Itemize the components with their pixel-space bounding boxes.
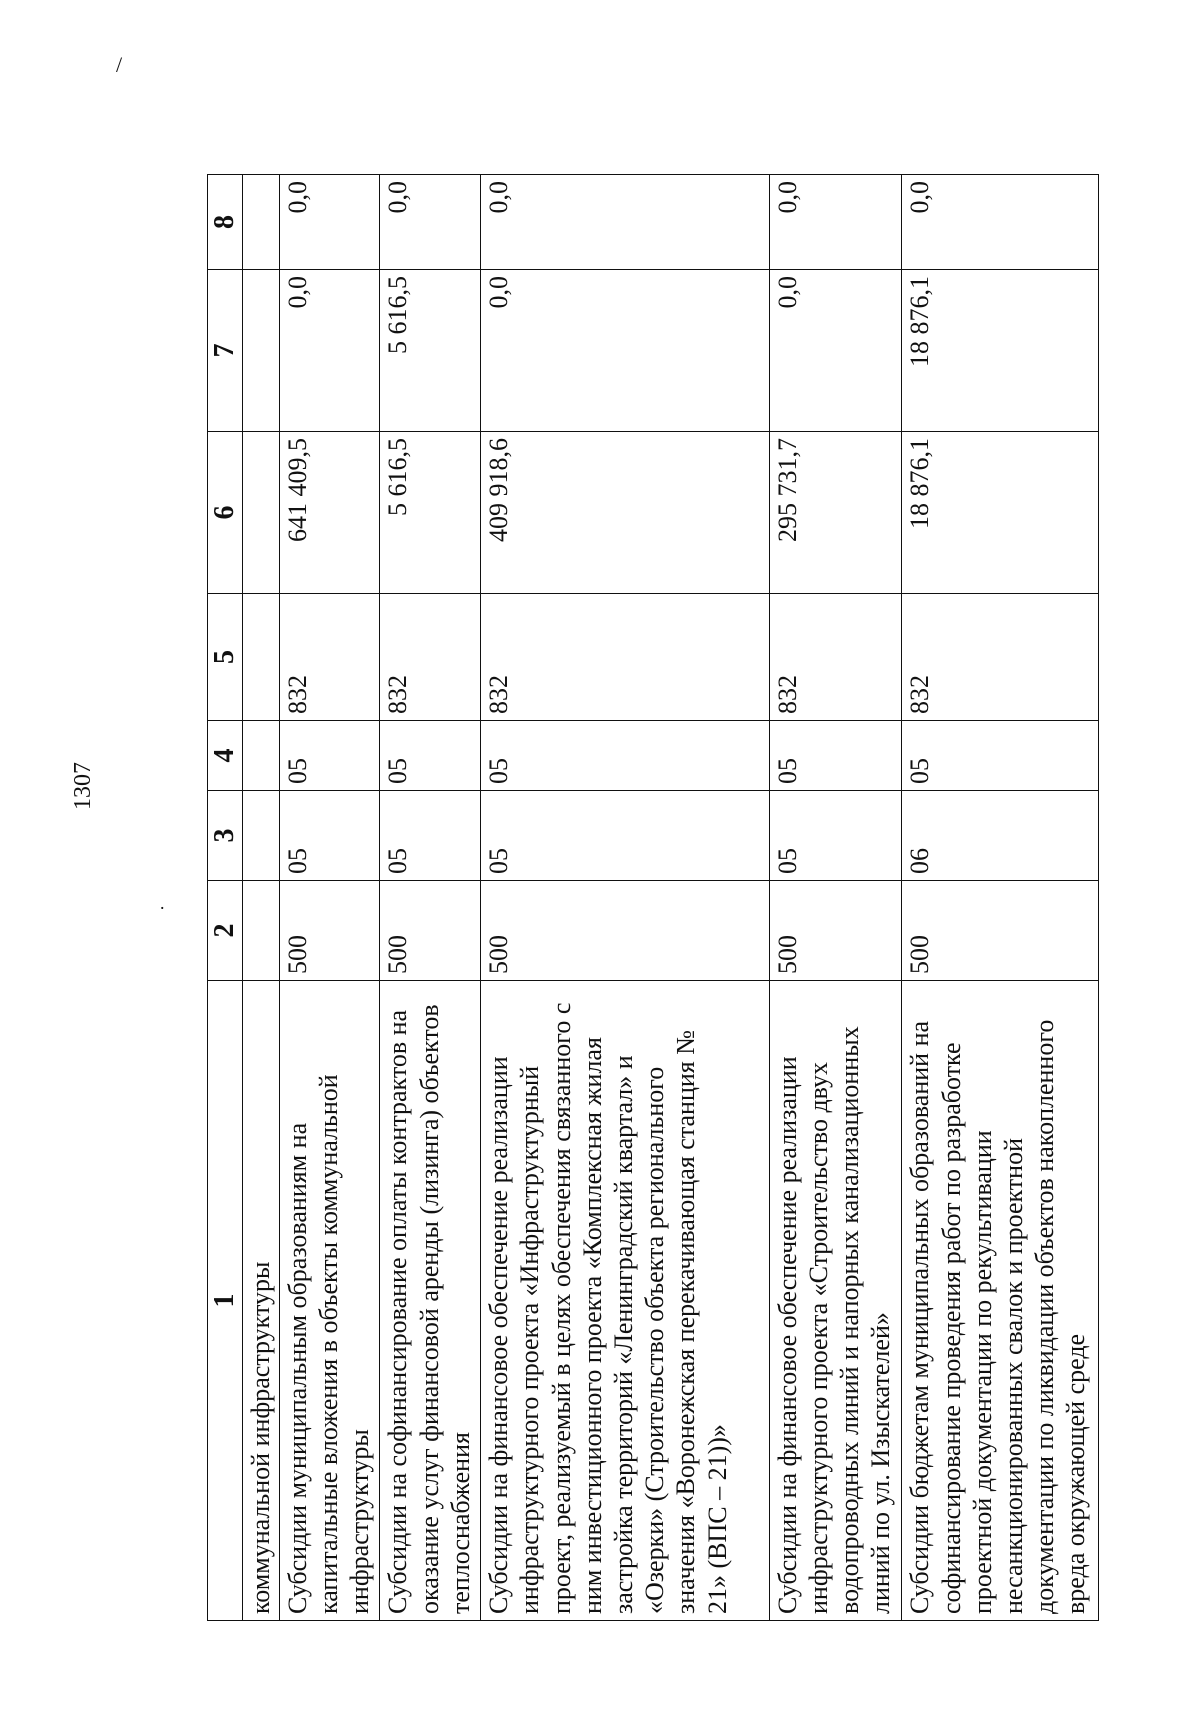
cell-col-7: 0,0 xyxy=(279,270,380,432)
cell-col-3: 06 xyxy=(902,791,1099,881)
cell-col-5: 832 xyxy=(769,594,902,721)
header-col-1: 1 xyxy=(208,981,243,1621)
cell-col-5: 832 xyxy=(902,594,1099,721)
cell-col-6: 5 616,5 xyxy=(380,432,481,594)
header-col-8: 8 xyxy=(208,175,243,270)
cell-col-8: 0,0 xyxy=(769,175,902,270)
cell-col-4: 05 xyxy=(279,721,380,791)
cell-col-7: 5 616,5 xyxy=(380,270,481,432)
cell-col-4: 05 xyxy=(902,721,1099,791)
cell-col-2: 500 xyxy=(279,881,380,981)
header-col-4: 4 xyxy=(208,721,243,791)
cell-col-3: 05 xyxy=(769,791,902,881)
table-row xyxy=(902,175,1099,1621)
cell-col-2: 500 xyxy=(380,881,481,981)
cell-col-8: 0,0 xyxy=(481,175,769,270)
cell-name: Субсидии бюджетам муниципальных образований на софинансирование проведения работ по разработке проектной документации по рекультивации несанкционированных свалок и проектной документации по ликвидации объектов накопленного вреда окружающей среде xyxy=(902,981,1099,1621)
cell-col-5: 832 xyxy=(380,594,481,721)
cell-col-7: 18 876,1 xyxy=(902,270,1099,432)
scan-dot-mark: . xyxy=(160,893,165,913)
header-col-7: 7 xyxy=(208,270,243,432)
cell-name: Субсидии на софинансирование оплаты контрактов на оказание услуг финансовой аренды (лизинга) объектов теплоснабжения xyxy=(380,981,481,1621)
cell-col-4: 05 xyxy=(380,721,481,791)
cell-col-3: 05 xyxy=(279,791,380,881)
table-row-continuation xyxy=(242,175,279,1621)
cell-col-2: 500 xyxy=(769,881,902,981)
table-row xyxy=(769,175,902,1621)
cell-col-8: 0,0 xyxy=(279,175,380,270)
budget-table-rotated xyxy=(207,175,1099,1621)
header-col-6: 6 xyxy=(208,432,243,594)
cell-name: Субсидии муниципальным образованиям на капитальные вложения в объекты коммунальной инфраструктуры xyxy=(279,981,380,1621)
cell-col-3: 05 xyxy=(380,791,481,881)
cell-col-3: 05 xyxy=(481,791,769,881)
cell-col-6: 18 876,1 xyxy=(902,432,1099,594)
cell-col-5: 832 xyxy=(481,594,769,721)
header-col-5: 5 xyxy=(208,594,243,721)
cell-col-8: 0,0 xyxy=(380,175,481,270)
table-row xyxy=(380,175,481,1621)
header-col-2: 2 xyxy=(208,881,243,981)
header-row xyxy=(208,175,243,1621)
table-row xyxy=(481,175,769,1621)
cell-name: Субсидии на финансовое обеспечение реализации инфраструктурного проекта «Инфраструктурный проект, реализуемый в целях обеспечения связанного с ним инвестиционного проекта «Комплексная жилая застройка территорий «Ленинградский квартал» и «Озерки» (Строительство объекта регионального значения «Воронежская перекачивающая станция № 21» (ВПС – 21))» xyxy=(481,981,769,1621)
cell-col-2: 500 xyxy=(902,881,1099,981)
cell-col-6: 641 409,5 xyxy=(279,432,380,594)
cell-col-6: 409 918,6 xyxy=(481,432,769,594)
cell-col-7: 0,0 xyxy=(481,270,769,432)
cell-col-4: 05 xyxy=(769,721,902,791)
table-row xyxy=(279,175,380,1621)
cell-col-2: 500 xyxy=(481,881,769,981)
header-col-3: 3 xyxy=(208,791,243,881)
cell-col-8: 0,0 xyxy=(902,175,1099,270)
cell-col-6: 295 731,7 xyxy=(769,432,902,594)
page-number: 1307 xyxy=(70,762,96,810)
cell-name: коммунальной инфраструктуры xyxy=(242,981,279,1621)
cell-name: Субсидии на финансовое обеспечение реализации инфраструктурного проекта «Строительство двух водопроводных линий и напорных канализационных линий по ул. Изыскателей» xyxy=(769,981,902,1621)
budget-table xyxy=(207,174,1099,1621)
cell-col-5: 832 xyxy=(279,594,380,721)
cell-col-4: 05 xyxy=(481,721,769,791)
cell-col-7: 0,0 xyxy=(769,270,902,432)
scan-slash-mark: / xyxy=(116,52,123,77)
